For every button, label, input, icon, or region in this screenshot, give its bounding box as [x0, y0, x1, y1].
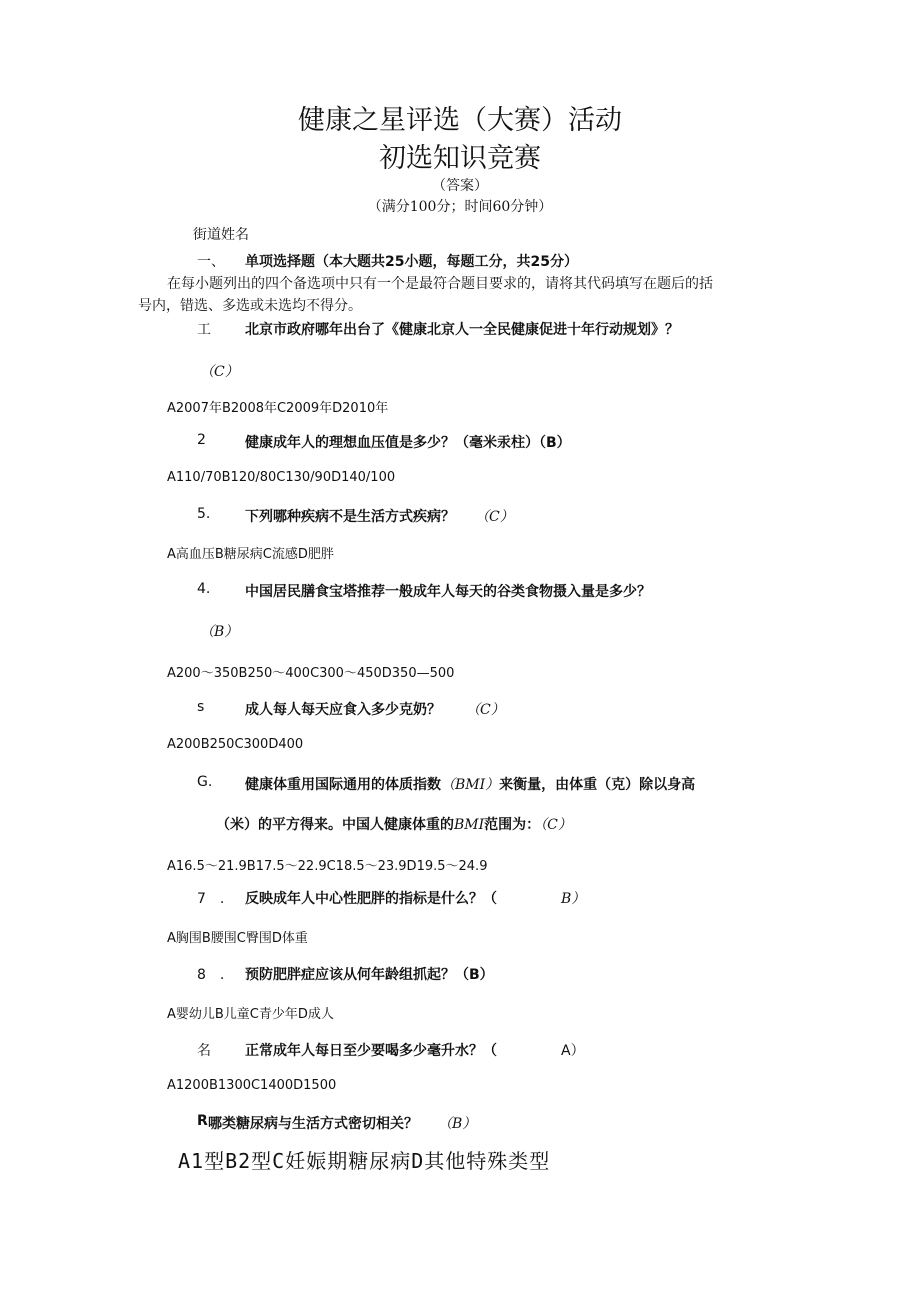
question-number: 名 — [197, 1043, 211, 1059]
answer: （B） — [438, 1116, 477, 1132]
answer-note: （答案） — [432, 178, 488, 194]
question-options: A2007年B2008年C2009年D2010年 — [167, 401, 389, 416]
instruction-line1: 在每小题列出的四个备选项中只有一个是最符合题目要求的，请将其代码填写在题后的括 — [167, 276, 713, 292]
bmi-term: （BMI） — [441, 777, 500, 793]
question-number: 5. — [197, 506, 211, 522]
question-options: A1200B1300C1400D1500 — [167, 1078, 337, 1093]
question-number: 2 — [197, 432, 206, 448]
section-number: 一、 — [197, 254, 225, 270]
question-number: 工 — [197, 322, 211, 338]
question-number: s — [197, 699, 205, 715]
question-options: A婴幼儿B儿童C青少年D成人 — [167, 1007, 334, 1022]
question-text: 下列哪种疾病不是生活方式疾病？ — [245, 509, 455, 525]
question-text: 中国居民膳食宝塔推荐一般成年人每天的谷类食物摄入量是多少？ — [245, 584, 651, 600]
question-options: A1型B2型C妊娠期糖尿病D其他特殊类型 — [178, 1149, 551, 1173]
name-field-label: 街道姓名 — [193, 227, 249, 243]
section-heading: 单项选择题（本大题共25小题，每题工分，共25分） — [245, 254, 578, 270]
page-subtitle: 初选知识竞赛 — [379, 143, 541, 174]
question-text: 健康体重用国际通用的体质指数（BMI）来衡量，由体重（克）除以身高 — [245, 777, 696, 793]
answer: （B） — [200, 624, 239, 640]
question-number: G. — [197, 774, 213, 790]
answer: B） — [561, 891, 586, 907]
question-text: 预防肥胖症应该从何年龄组抓起？（B） — [245, 967, 494, 983]
question-options: A16.5～21.9B17.5～22.9C18.5～23.9D19.5～24.9 — [167, 859, 488, 874]
answer: （C） — [475, 509, 514, 525]
question-number: R — [197, 1113, 208, 1129]
answer: （C） — [540, 817, 572, 833]
question-text: 正常成年人每日至少要喝多少毫升水？（ — [245, 1043, 497, 1059]
answer: （C） — [466, 702, 505, 718]
question-text-continued: （米）的平方得来。中国人健康体重的BMI范围为：（C） — [216, 817, 572, 833]
question-text: 反映成年人中心性肥胖的指标是什么？（ — [245, 891, 497, 907]
question-number: 7 . — [197, 891, 225, 907]
question-text: 北京市政府哪年出台了《健康北京人一全民健康促进十年行动规划》？ — [245, 322, 679, 338]
question-number: 4. — [197, 581, 211, 597]
question-options: A高血压B糖尿病C流感D肥胖 — [167, 547, 334, 562]
score-note: （满分100分；时间60分钟） — [367, 199, 553, 215]
answer: （C） — [200, 364, 239, 380]
question-options: A200B250C300D400 — [167, 737, 304, 752]
page-title: 健康之星评选（大赛）活动 — [298, 105, 622, 136]
question-text: 哪类糖尿病与生活方式密切相关？ — [208, 1116, 418, 1132]
question-options: A200～350B250～400C300～450D350—500 — [167, 666, 455, 681]
question-number: 8 . — [197, 967, 225, 983]
answer: A） — [561, 1043, 585, 1059]
question-options: A110/70B120/80C130/90D140/100 — [167, 470, 396, 485]
question-text: 成人每人每天应食入多少克奶？ — [245, 702, 441, 718]
question-text: 健康成年人的理想血压值是多少？（毫米汞柱）（B） — [245, 435, 571, 451]
instruction-line2: 号内，错选、多选或未选均不得分。 — [138, 298, 362, 314]
bmi-term: BMI — [454, 817, 485, 833]
question-options: A胸围B腰围C臀围D体重 — [167, 931, 308, 946]
